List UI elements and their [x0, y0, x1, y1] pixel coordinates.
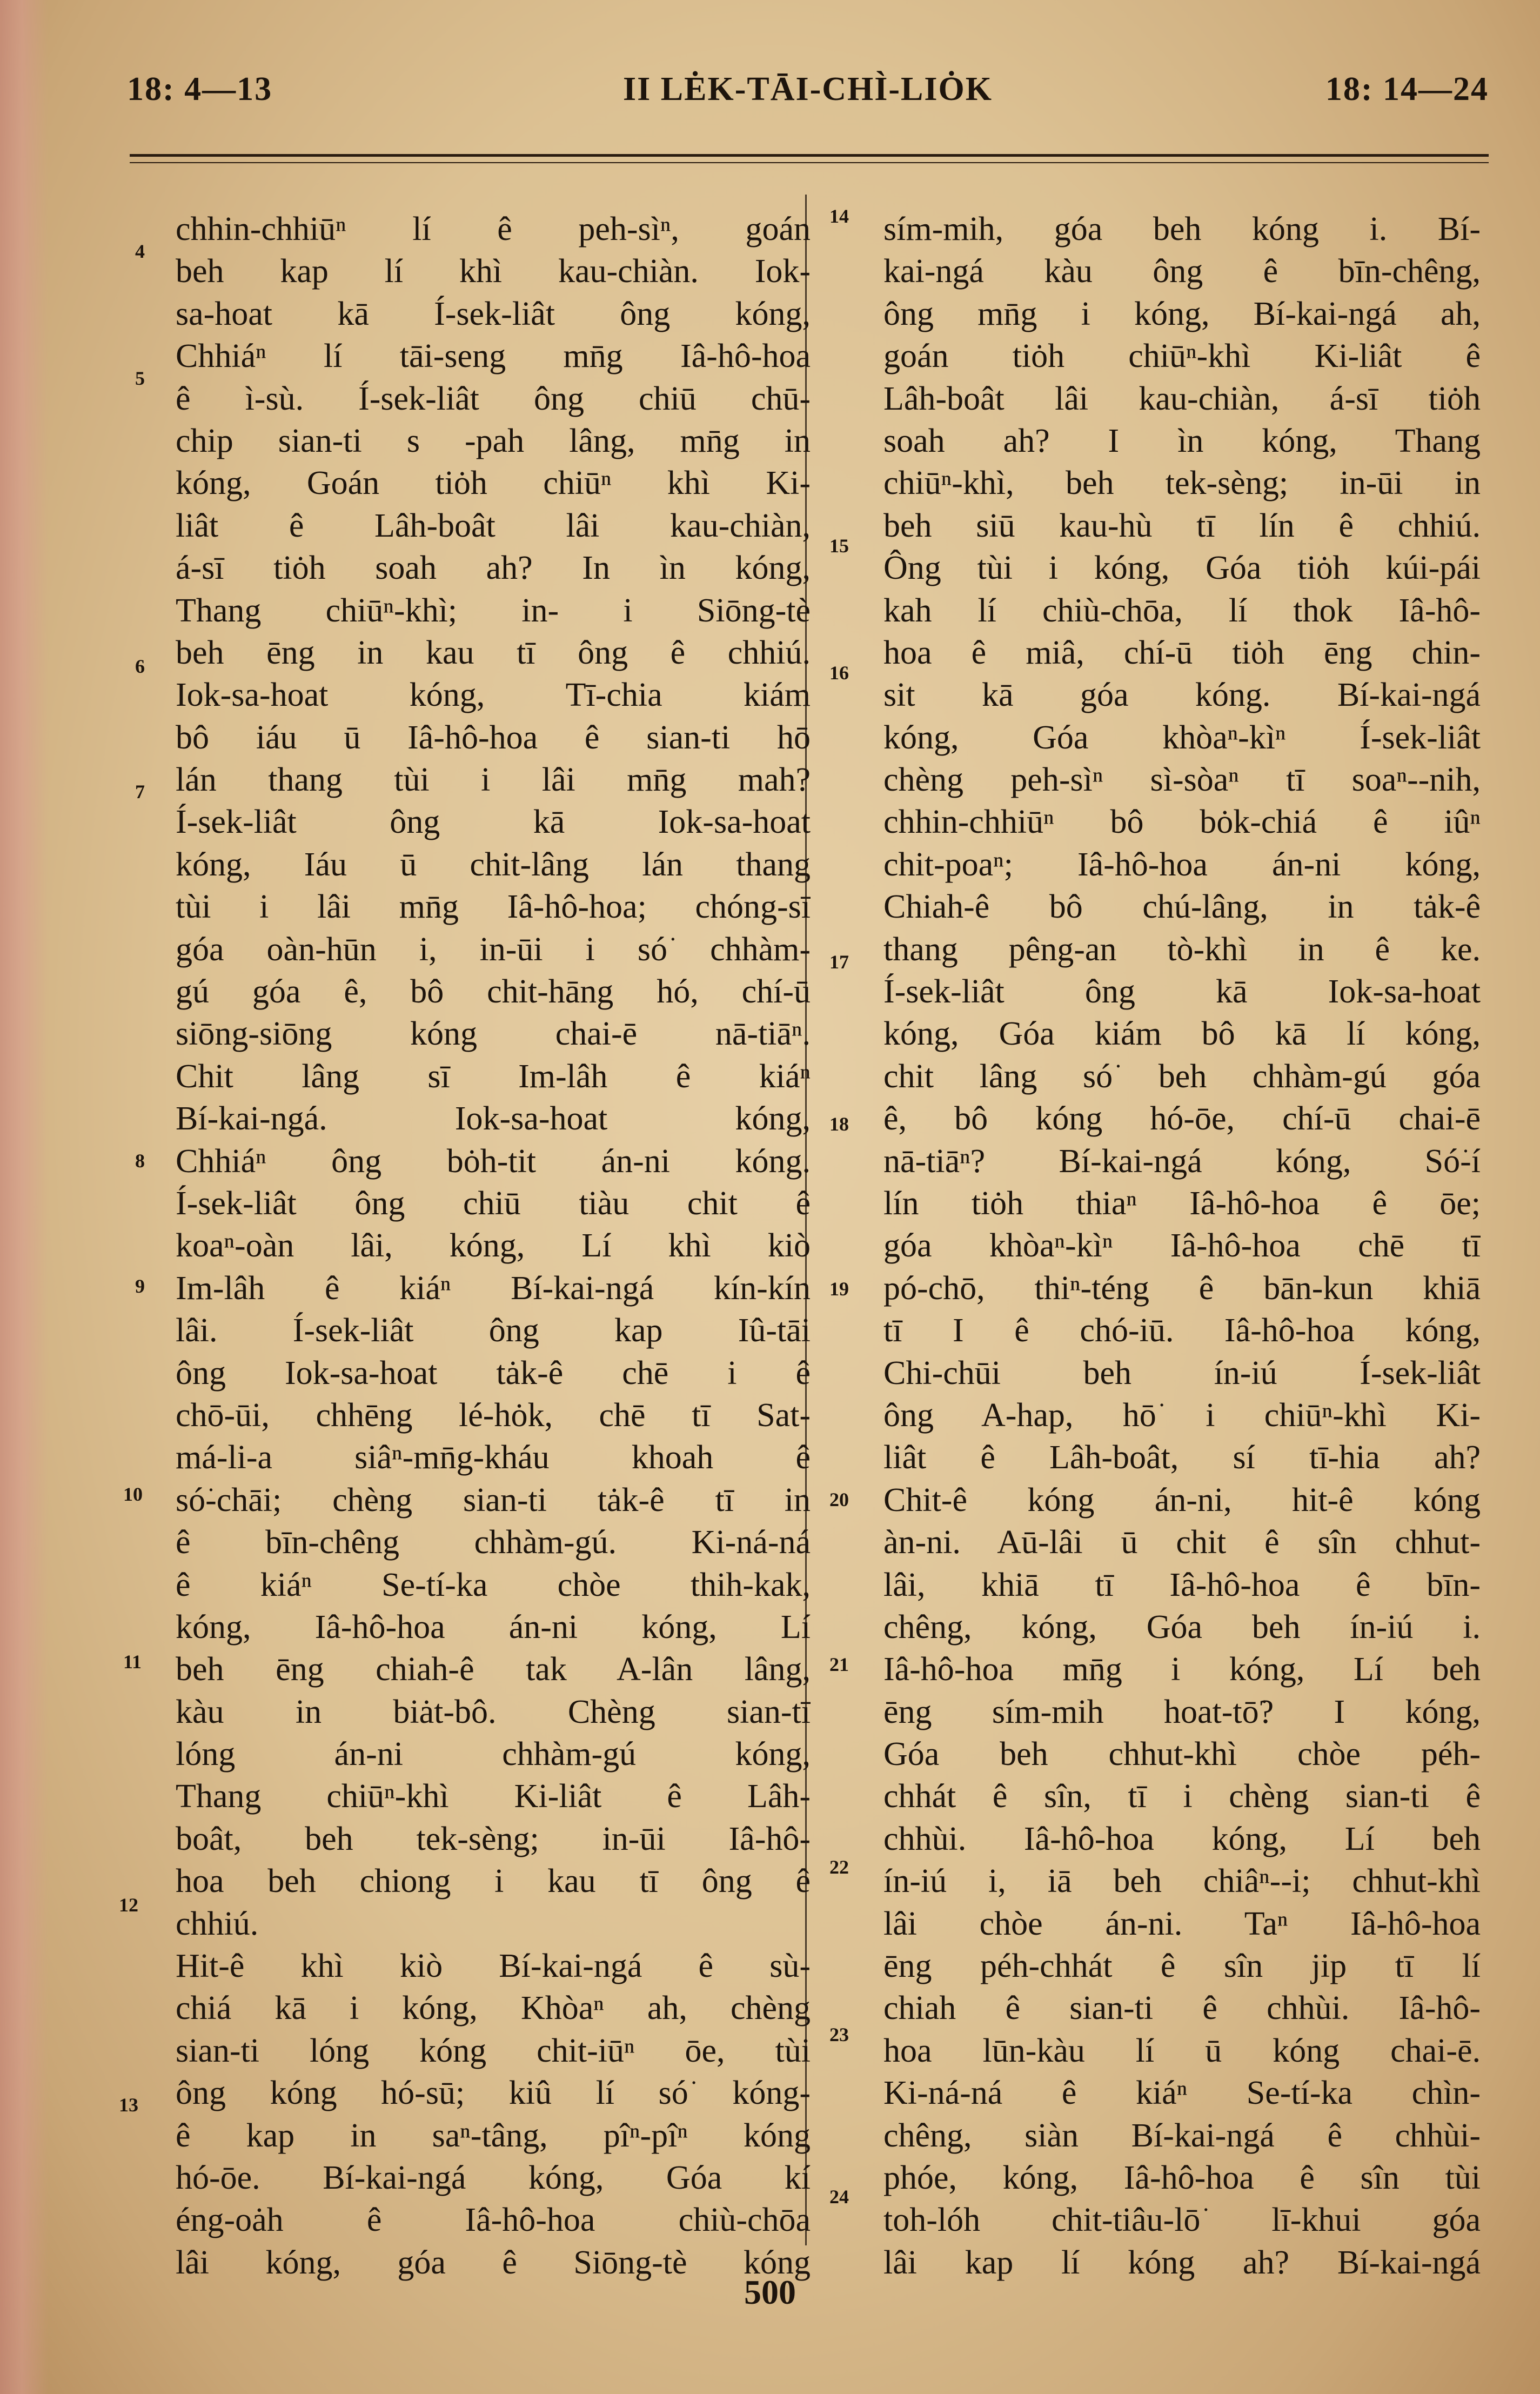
- verse-number: 12: [119, 1894, 138, 1916]
- text-line: chhùi. Iâ-hô-hoa kóng, Lí beh: [883, 1820, 1481, 1857]
- text-line: lâi chòe án-ni. Taⁿ Iâ-hô-hoa: [883, 1905, 1481, 1942]
- text-line: bô iáu ū Iâ-hô-hoa ê sian-ti hō͘: [176, 719, 811, 756]
- text-line: lín tiȯh thiaⁿ Iâ-hô-hoa ê ōe;: [883, 1185, 1481, 1222]
- text-line: só͘-chāi; chèng sian-ti tȧk-ê tī in: [176, 1481, 811, 1519]
- text-line: sian-ti lóng kóng chit-iūⁿ ōe, tùi: [176, 2032, 811, 2069]
- verse-number: 13: [119, 2094, 138, 2116]
- text-line: chit-poaⁿ; Iâ-hô-hoa án-ni kóng,: [883, 846, 1481, 883]
- text-line: Góa beh chhut-khì chòe péh-: [883, 1736, 1481, 1773]
- text-line: phóe, kóng, Iâ-hô-hoa ê sîn tùi: [883, 2159, 1481, 2196]
- verse-number: 18: [829, 1113, 849, 1135]
- text-line: chhát ê sîn, tī i chèng sian-ti ê: [883, 1778, 1481, 1815]
- verse-number: 24: [829, 2186, 849, 2208]
- text-line: Im-lâh ê kiáⁿ Bí-kai-ngá kín-kín: [176, 1269, 811, 1307]
- text-line: ê bīn-chêng chhàm-gú. Ki-ná-ná: [176, 1524, 811, 1561]
- page-number: 500: [744, 2273, 796, 2311]
- text-line: ēng péh-chhát ê sîn jip tī lí: [883, 1948, 1481, 1985]
- text-line: Í-sek-liât ông kā Iok-sa-hoat: [883, 973, 1481, 1011]
- text-line: soah ah? I ìn kóng, Thang: [883, 422, 1481, 459]
- text-line: chiá kā i kóng, Khòaⁿ ah, chèng: [176, 1990, 811, 2027]
- text-line: chō-ūi, chhēng lé-hȯk, chē tī Sat-: [176, 1396, 811, 1434]
- text-line: sa-hoat kā Í-sek-liât ông kóng,: [176, 295, 811, 332]
- text-line: hó-ōe. Bí-kai-ngá kóng, Góa kí: [176, 2159, 811, 2196]
- text-line: hoa lūn-kàu lí ū kóng chai-ē.: [883, 2032, 1481, 2069]
- text-line: chhiú.: [176, 1905, 259, 1942]
- text-line: chèng peh-sìⁿ sì-sòaⁿ tī soaⁿ--nih,: [883, 761, 1481, 799]
- text-line: beh ēng in kau tī ông ê chhiú.: [176, 634, 811, 671]
- running-header: [127, 70, 1489, 130]
- text-line: ông kóng hó-sū; kiû lí só͘ kóng-: [176, 2075, 811, 2112]
- verse-number: 4: [135, 240, 145, 262]
- text-line: àn-ni. Aū-lâi ū chit ê sîn chhut-: [883, 1524, 1481, 1561]
- text-line: beh kap lí khì kau-chiàn. Iok-: [176, 253, 811, 290]
- verse-number: 21: [829, 1654, 849, 1675]
- verse-number: 22: [829, 1856, 849, 1878]
- text-line: Iok-sa-hoat kóng, Tī-chia kiám: [176, 677, 811, 714]
- text-line: ê kiáⁿ Se-tí-ka chòe thih-kak,: [176, 1566, 811, 1603]
- text-line: tùi i lâi mn̄g Iâ-hô-hoa; chóng-sī: [176, 888, 811, 926]
- text-line: ín-iú i, iā beh chiâⁿ--i; chhut-khì: [883, 1863, 1481, 1900]
- verse-number: 5: [135, 367, 145, 389]
- text-line: chêng, kóng, Góa beh ín-iú i.: [883, 1608, 1481, 1646]
- left-column: [176, 208, 811, 2284]
- header-left-reference: 18: 4—13: [127, 71, 273, 108]
- text-line: ông Iok-sa-hoat tȧk-ê chē i ê: [176, 1354, 811, 1392]
- text-line: kóng, Goán tiȯh chiūⁿ khì Ki-: [176, 465, 811, 502]
- text-line: Lâh-boât lâi kau-chiàn, á-sī tiȯh: [883, 380, 1481, 417]
- verse-number: 11: [123, 1651, 142, 1673]
- text-line: lâi kap lí kóng ah? Bí-kai-ngá: [883, 2244, 1481, 2281]
- verse-number: 23: [829, 2024, 849, 2045]
- header-book-title: II LĖK-TĀI-CHÌ-LIȮK: [623, 71, 993, 108]
- text-line: Chit lâng sī Im-lâh ê kiáⁿ: [176, 1058, 811, 1095]
- text-line: lán thang tùi i lâi mn̄g mah?: [176, 761, 811, 799]
- text-line: chiah ê sian-ti ê chhùi. Iâ-hô-: [883, 1990, 1481, 2027]
- text-line: Thang chiūⁿ-khì; in- i Siōng-tè: [176, 592, 811, 629]
- text-line: chiūⁿ-khì, beh tek-sèng; in-ūi in: [883, 465, 1481, 502]
- text-line: toh-lóh chit-tiâu-lō͘ lī-khui góa: [883, 2202, 1481, 2239]
- text-line: chit lâng só͘ beh chhàm-gú góa: [883, 1058, 1481, 1095]
- text-line: hoa beh chiong i kau tī ông ê: [176, 1863, 811, 1900]
- text-line: Ông tùi i kóng, Góa tiȯh kúi-pái: [883, 550, 1481, 587]
- text-line: Bí-kai-ngá. Iok-sa-hoat kóng,: [176, 1100, 811, 1138]
- text-line: ê kap in saⁿ-tâng, pîⁿ-pîⁿ kóng: [176, 2117, 811, 2154]
- text-line: Hit-ê khì kiò Bí-kai-ngá ê sù-: [176, 1948, 811, 1985]
- text-line: Chhiáⁿ ông bȯh-tit án-ni kóng.: [176, 1142, 811, 1180]
- text-line: Chiah-ê bô chú-lâng, in tȧk-ê: [883, 888, 1481, 926]
- text-line: sit kā góa kóng. Bí-kai-ngá: [883, 677, 1481, 714]
- text-line: thang pêng-an tò-khì in ê ke.: [883, 931, 1481, 968]
- text-line: lâi kóng, góa ê Siōng-tè kóng: [176, 2244, 811, 2281]
- text-line: kóng, Iâ-hô-hoa án-ni kóng, Lí: [176, 1608, 811, 1646]
- text-line: chip sian-ti s -pah lâng, mn̄g in: [176, 422, 811, 459]
- text-line: siōng-siōng kóng chai-ē nā-tiāⁿ.: [176, 1015, 811, 1053]
- text-line: Ki-ná-ná ê kiáⁿ Se-tí-ka chìn-: [883, 2075, 1481, 2112]
- text-line: lóng án-ni chhàm-gú kóng,: [176, 1736, 811, 1773]
- verse-number: 15: [829, 535, 849, 557]
- verse-number: 6: [135, 656, 145, 677]
- text-line: Í-sek-liât ông chiū tiàu chit ê: [176, 1185, 811, 1222]
- text-line: ông mn̄g i kóng, Bí-kai-ngá ah,: [883, 295, 1481, 332]
- verse-number: 7: [135, 781, 145, 803]
- text-line: chêng, siàn Bí-kai-ngá ê chhùi-: [883, 2117, 1481, 2154]
- header-right-reference: 18: 14—24: [1325, 71, 1489, 108]
- text-line: kóng, Iáu ū chit-lâng lán thang: [176, 846, 811, 883]
- text-line: éng-oȧh ê Iâ-hô-hoa chiù-chōa: [176, 2202, 811, 2239]
- verse-number: 9: [135, 1275, 145, 1297]
- text-line: tī I ê chó-iū. Iâ-hô-hoa kóng,: [883, 1312, 1481, 1349]
- text-line: hoa ê miâ, chí-ū tiȯh ēng chin-: [883, 634, 1481, 671]
- verse-number: 14: [829, 205, 849, 227]
- text-line: kah lí chiù-chōa, lí thok Iâ-hô-: [883, 592, 1481, 629]
- text-line: chhin-chhiūⁿ bô bȯk-chiá ê iûⁿ: [883, 804, 1481, 841]
- text-line: ông A-hap, hō͘ i chiūⁿ-khì Ki-: [883, 1396, 1481, 1434]
- text-line: Chit-ê kóng án-ni, hit-ê kóng: [883, 1481, 1481, 1519]
- text-line: lâi, khiā tī Iâ-hô-hoa ê bīn-: [883, 1566, 1481, 1603]
- text-line: Thang chiūⁿ-khì Ki-liât ê Lâh-: [176, 1778, 811, 1815]
- text-line: Chhiáⁿ lí tāi-seng mn̄g Iâ-hô-hoa: [176, 338, 811, 375]
- text-line: gú góa ê, bô chit-hāng hó, chí-ū: [176, 973, 811, 1011]
- text-line: nā-tiāⁿ? Bí-kai-ngá kóng, Só͘-í: [883, 1142, 1481, 1180]
- verse-number: 10: [123, 1483, 143, 1505]
- text-line: góa oàn-hūn i, in-ūi i só͘ chhàm-: [176, 931, 811, 968]
- verse-number: 20: [829, 1489, 849, 1510]
- text-line: á-sī tiȯh soah ah? In ìn kóng,: [176, 550, 811, 587]
- text-line: sím-mih, góa beh kóng i. Bí-: [883, 211, 1481, 248]
- header-rule: [130, 154, 1489, 163]
- right-column: [883, 208, 1481, 2284]
- text-line: Chi-chūi beh ín-iú Í-sek-liât: [883, 1354, 1481, 1392]
- text-line: kai-ngá kàu ông ê bīn-chêng,: [883, 253, 1481, 290]
- text-line: lâi. Í-sek-liât ông kap Iû-tāi: [176, 1312, 811, 1349]
- text-line: boât, beh tek-sèng; in-ūi Iâ-hô-: [176, 1820, 811, 1857]
- text-line: kàu in biȧt-bô. Chèng sian-tī: [176, 1693, 811, 1730]
- text-line: beh ēng chiah-ê tak A-lân lâng,: [176, 1651, 811, 1688]
- text-line: liât ê Lâh-boât, sí tī-hia ah?: [883, 1439, 1481, 1476]
- verse-number: 17: [829, 951, 849, 973]
- text-line: má-li-a siâⁿ-mn̄g-kháu khoah ê: [176, 1439, 811, 1476]
- text-line: Í-sek-liât ông kā Iok-sa-hoat: [176, 804, 811, 841]
- verse-number: 16: [829, 662, 849, 684]
- verse-number: 8: [135, 1150, 145, 1172]
- text-line: Iâ-hô-hoa mn̄g i kóng, Lí beh: [883, 1651, 1481, 1688]
- text-line: ê ì-sù. Í-sek-liât ông chiū chū-: [176, 380, 811, 417]
- text-line: kóng, Góa khòaⁿ-kìⁿ Í-sek-liât: [883, 719, 1481, 756]
- verse-number: 19: [829, 1278, 849, 1300]
- text-line: chhin-chhiūⁿ lí ê peh-sìⁿ, goán: [176, 211, 811, 248]
- text-line: kóng, Góa kiám bô kā lí kóng,: [883, 1015, 1481, 1053]
- text-line: pó-chō, thiⁿ-téng ê bān-kun khiā: [883, 1269, 1481, 1307]
- text-line: ê, bô kóng hó-ōe, chí-ū chai-ē: [883, 1100, 1481, 1138]
- text-line: ēng sím-mih hoat-tō͘? I kóng,: [883, 1693, 1481, 1730]
- text-line: liât ê Lâh-boât lâi kau-chiàn,: [176, 507, 811, 544]
- text-line: goán tiȯh chiūⁿ-khì Ki-liât ê: [883, 338, 1481, 375]
- text-line: koaⁿ-oàn lâi, kóng, Lí khì kiò: [176, 1227, 811, 1265]
- text-line: beh siū kau-hù tī lín ê chhiú.: [883, 507, 1481, 544]
- text-line: góa khòaⁿ-kìⁿ Iâ-hô-hoa chē tī: [883, 1227, 1481, 1265]
